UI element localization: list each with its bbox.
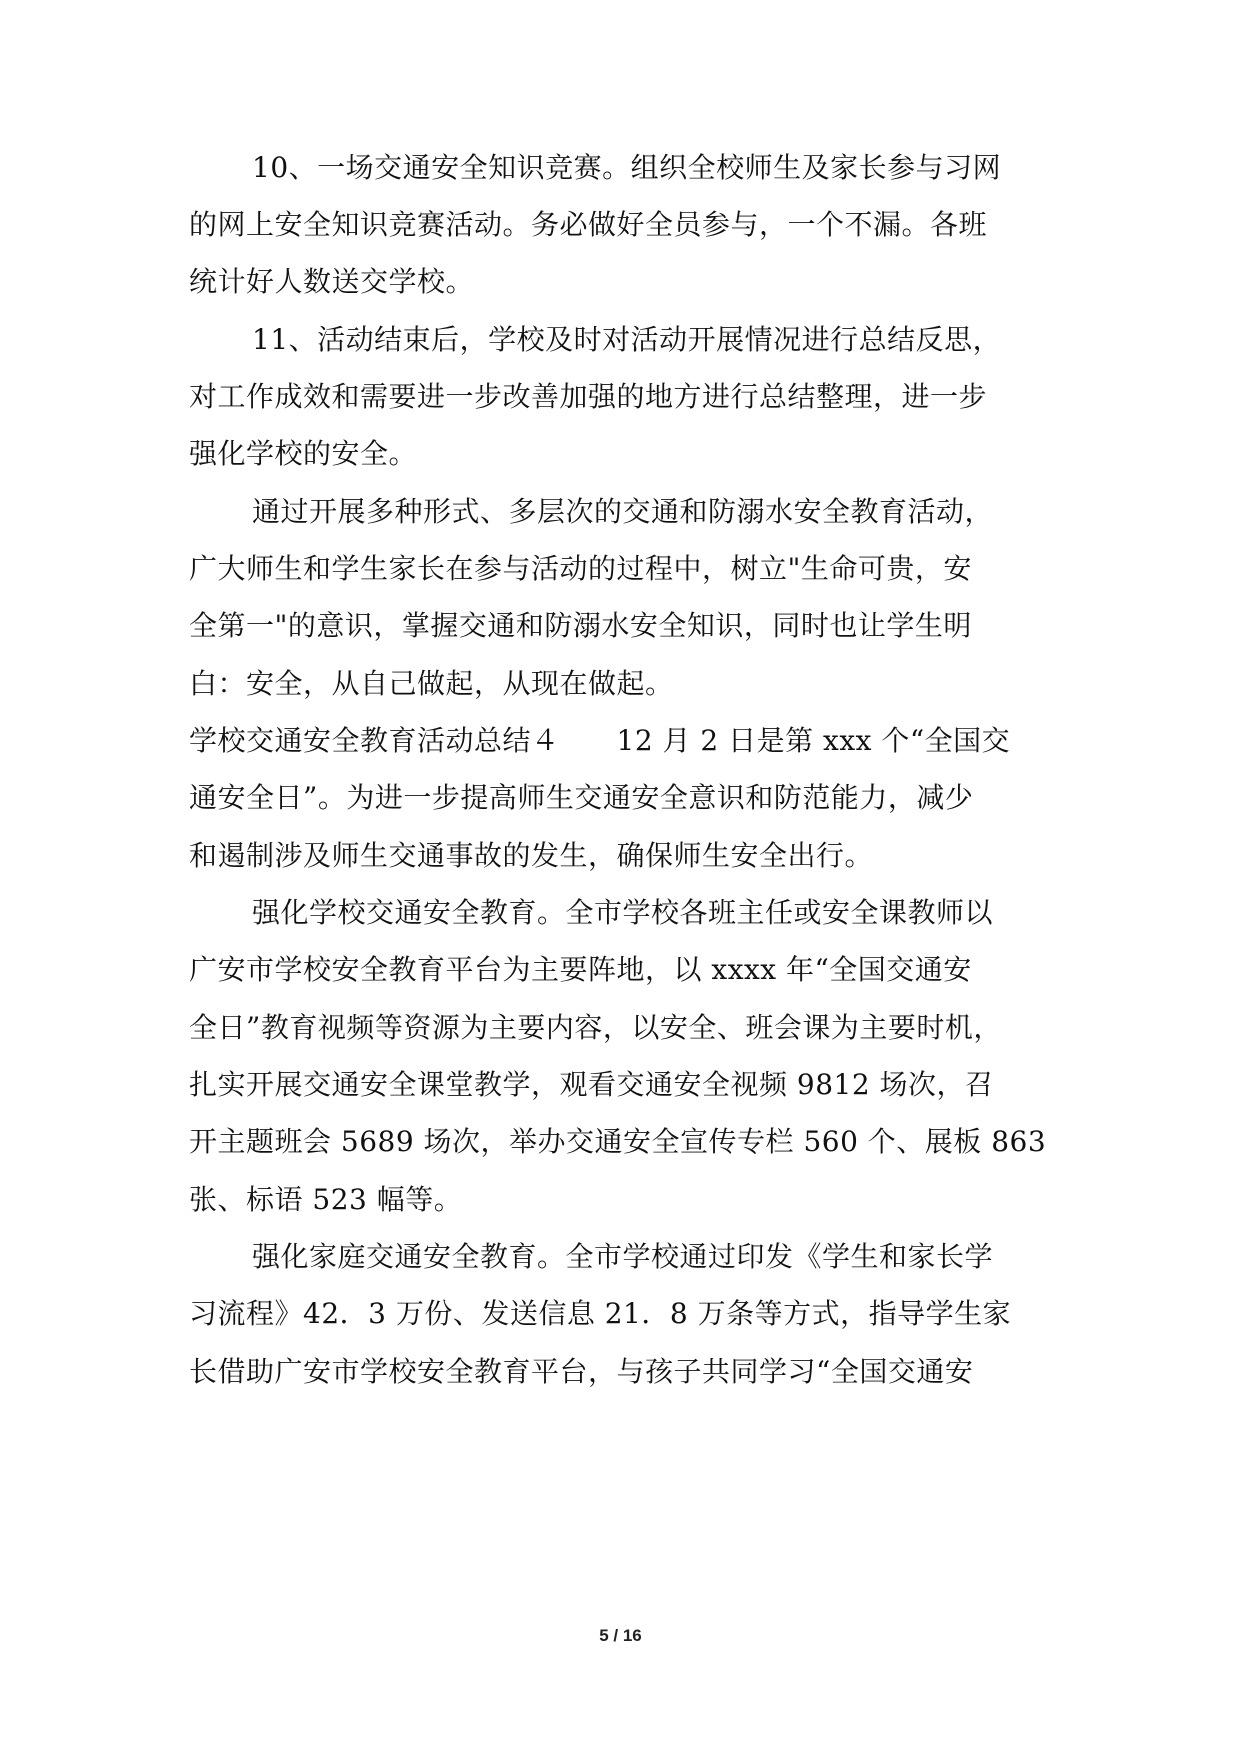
page-number: 5 / 16 xyxy=(599,1626,642,1645)
paragraph-line: 扎实开展交通安全课堂教学，观看交通安全视频 9812 场次，召 xyxy=(189,1068,994,1101)
paragraph-line: 和遏制涉及师生交通事故的发生，确保师生安全出行。 xyxy=(189,839,874,872)
paragraph-line: 广安市学校安全教育平台为主要阵地，以 xxxx 年“全国交通安 xyxy=(189,953,972,986)
paragraph-line: 对工作成效和需要进一步改善加强的地方进行总结整理，进一步 xyxy=(189,380,988,413)
paragraph-line: 11、活动结束后，学校及时对活动开展情况进行总结反思， xyxy=(252,323,1002,356)
paragraph-line: 全第一"的意识，掌握交通和防溺水安全知识，同时也让学生明 xyxy=(189,609,972,642)
paragraph-line: 统计好人数送交学校。 xyxy=(189,265,475,298)
paragraph-line: 开主题班会 5689 场次，举办交通安全宣传专栏 560 个、展板 863 xyxy=(189,1125,1047,1158)
paragraph-line: 习流程》42．3 万份、发送信息 21．8 万条等方式，指导学生家 xyxy=(189,1297,1012,1330)
paragraph-line: 通安全日”。为进一步提高师生交通安全意识和防范能力，减少 xyxy=(189,781,974,814)
paragraph-line: 强化学校的安全。 xyxy=(189,437,418,470)
paragraph-line: 通过开展多种形式、多层次的交通和防溺水安全教育活动， xyxy=(252,495,994,528)
paragraph-line: 10、一场交通安全知识竞赛。组织全校师生及家长参与习网 xyxy=(252,151,1002,184)
paragraph-line: 强化家庭交通安全教育。全市学校通过印发《学生和家长学 xyxy=(252,1240,994,1273)
section-heading-line: 学校交通安全教育活动总结４ 12 月 2 日是第 xxx 个“全国交 xyxy=(189,724,1011,757)
paragraph-line: 全日”教育视频等资源为主要内容，以安全、班会课为主要时机， xyxy=(189,1011,1002,1044)
paragraph-line: 张、标语 523 幅等。 xyxy=(189,1183,463,1216)
paragraph-line: 强化学校交通安全教育。全市学校各班主任或安全课教师以 xyxy=(252,896,994,929)
paragraph-line: 白：安全，从自己做起，从现在做起。 xyxy=(189,667,674,700)
paragraph-line: 广大师生和学生家长在参与活动的过程中，树立"生命可贵，安 xyxy=(189,552,972,585)
paragraph-line: 的网上安全知识竞赛活动。务必做好全员参与，一个不漏。各班 xyxy=(189,208,988,241)
paragraph-line: 长借助广安市学校安全教育平台，与孩子共同学习“全国交通安 xyxy=(189,1355,974,1388)
